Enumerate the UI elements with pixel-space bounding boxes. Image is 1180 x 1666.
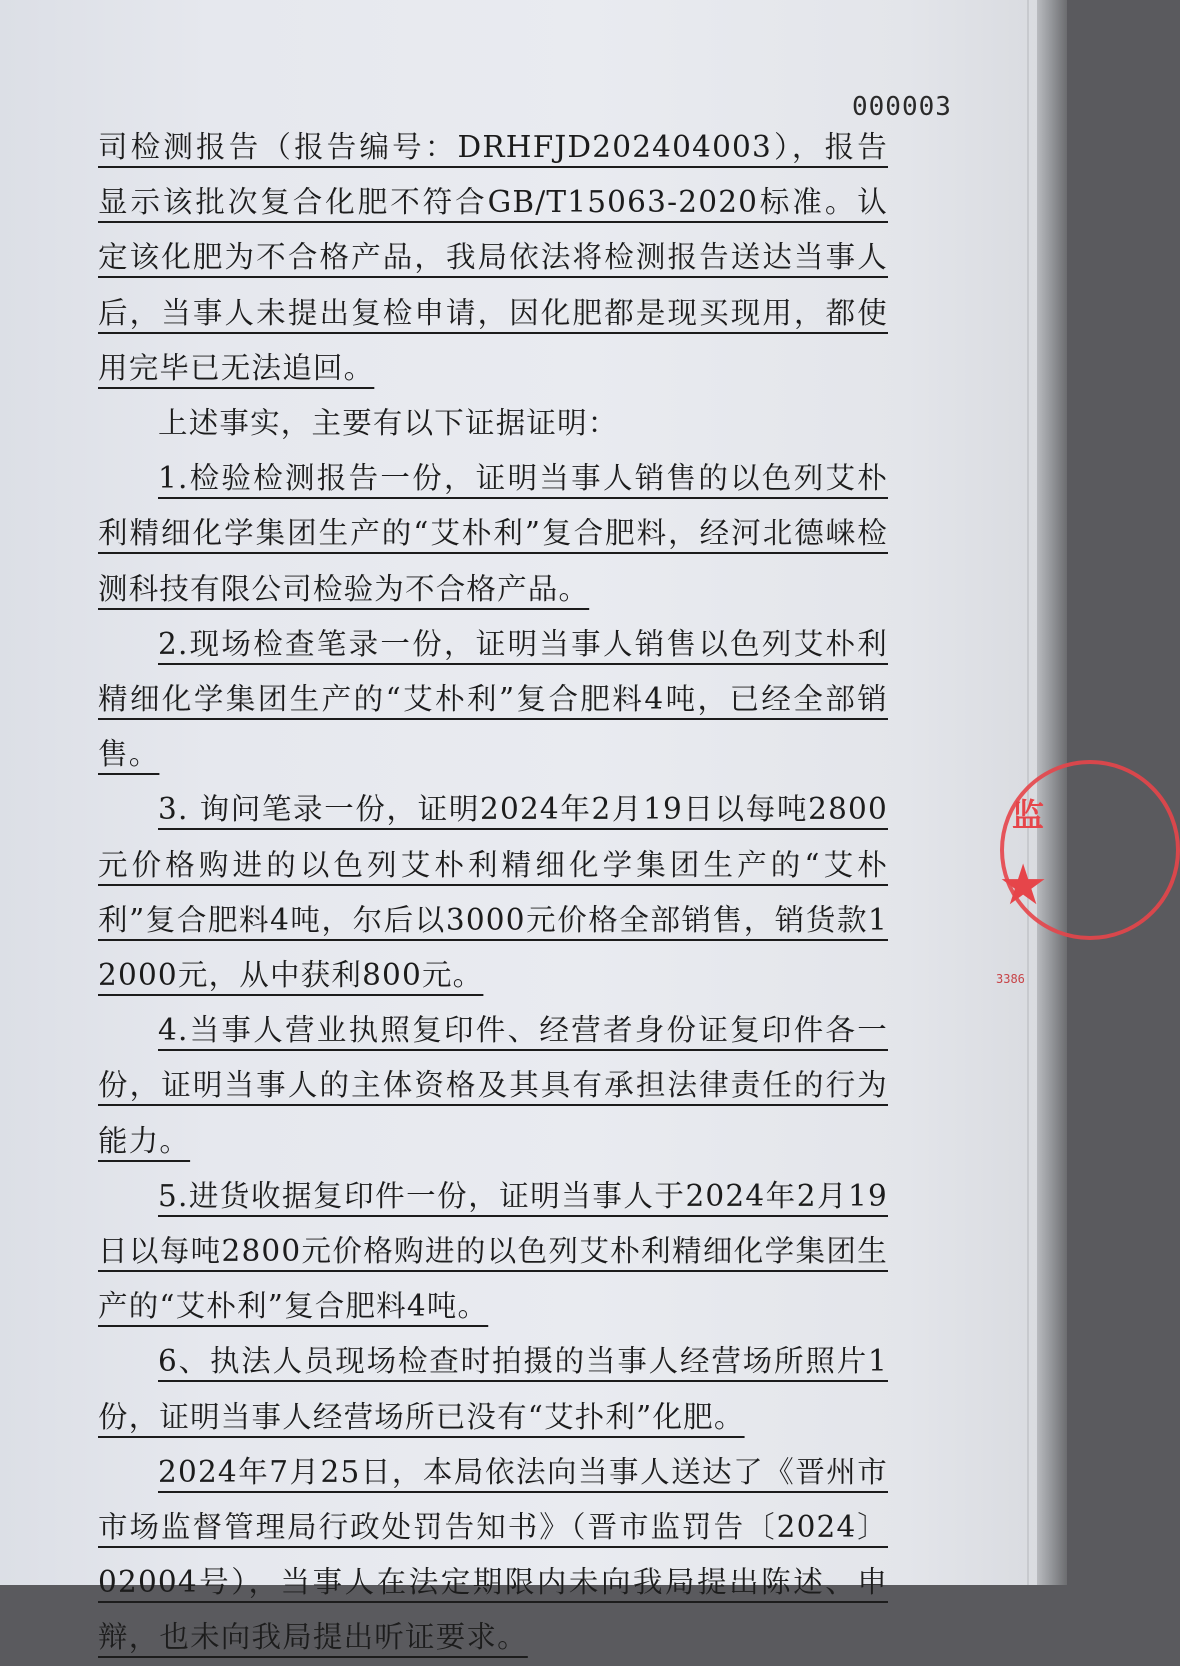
document-body — [98, 120, 888, 1666]
paragraph-evidence-3: 3. 询问笔录一份，证明2024年2月19日以每吨2800元价格购进的以色列艾朴利精细化学集团生产的“艾朴利”复合肥料4吨，尔后以3000元价格全部销售，销货款12000元，从中获利800元。 — [98, 792, 888, 993]
paragraph-evidence-6: 6、执法人员现场检查时拍摄的当事人经营场所照片1份，证明当事人经营场所已没有“艾扑利”化肥。 — [98, 1344, 888, 1434]
seal-text: 监 — [1012, 796, 1045, 834]
page-number: 000003 — [852, 92, 952, 122]
paragraph-inspection-result: 司检测报告（报告编号：DRHFJD202404003），报告显示该批次复合化肥不符合GB/T15063-2020标准。认定该化肥为不合格产品，我局依法将检测报告送达当事人后，当事人未提出复检申请，因化肥都是现买现用，都使用完毕已无法追回。 — [98, 130, 888, 385]
paragraph-evidence-2: 2.现场检查笔录一份，证明当事人销售以色列艾朴利精细化学集团生产的“艾朴利”复合肥料4吨，已经全部销售。 — [98, 626, 888, 772]
seal-code: 3386 — [996, 972, 1025, 986]
paragraph-evidence-4: 4.当事人营业执照复印件、经营者身份证复印件各一份，证明当事人的主体资格及其具有承担法律责任的行为能力。 — [98, 1013, 888, 1158]
paragraph-evidence-intro: 上述事实，主要有以下证据证明： — [158, 406, 619, 441]
official-seal — [990, 760, 1050, 1000]
seal-star-icon: ★ — [998, 853, 1049, 918]
paragraph-evidence-5: 5.进货收据复印件一份，证明当事人于2024年2月19日以每吨2800元价格购进的以色列艾朴利精细化学集团生产的“艾朴利”复合肥料4吨。 — [98, 1178, 888, 1324]
paragraph-notice-delivery: 2024年7月25日，本局依法向当事人送达了《晋州市市场监督管理局行政处罚告知书》（晋市监罚告〔2024〕02004号），当事人在法定期限内未向我局提出陈述、申辩，也未向我局提出听证要求。 — [98, 1454, 888, 1655]
paragraph-evidence-1: 1.检验检测报告一份，证明当事人销售的以色列艾朴利精细化学集团生产的“艾朴利”复合肥料，经河北德崃检测科技有限公司检验为不合格产品。 — [98, 461, 888, 606]
